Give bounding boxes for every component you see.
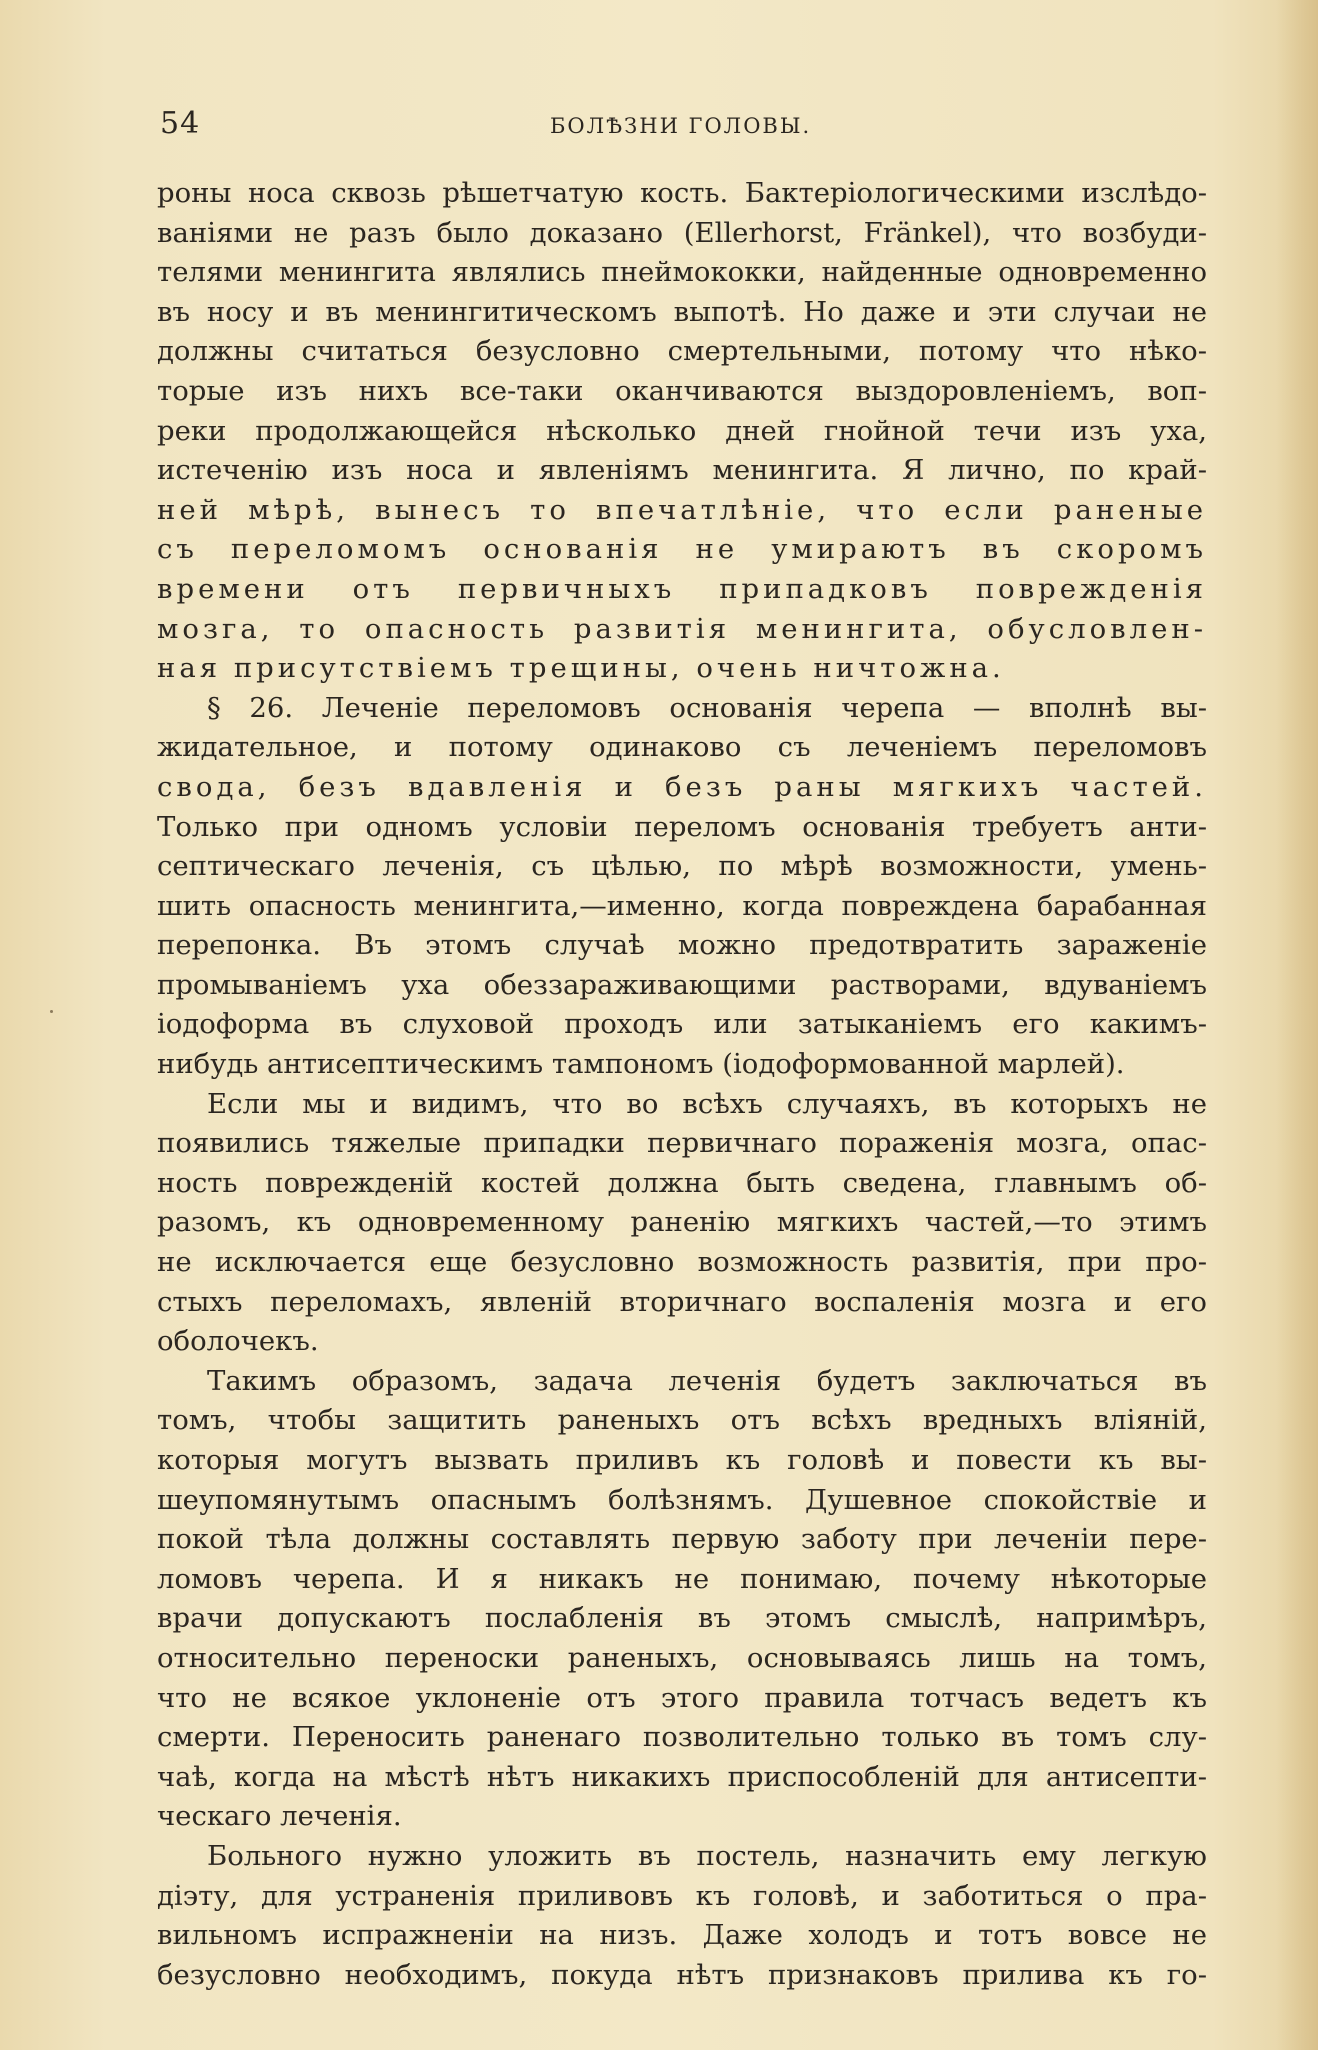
text-line: которыя могутъ вызвать приливъ къ головѣ и повести къ вы- [157, 1444, 1207, 1476]
text-line: перепонка. Въ этомъ случаѣ можно предотвратить зараженіе [157, 929, 1207, 962]
text-line: томъ, чтобы защитить раненыхъ отъ всѣхъ вредныхъ вліяній, [157, 1404, 1207, 1437]
text-line: ломовъ черепа. И я никакъ не понимаю, почему нѣкоторые [157, 1562, 1207, 1595]
text-line: ная присутствіемъ трещины, очень ничтожна. [157, 652, 1005, 685]
text-line: ваніями не разъ было доказано (Ellerhorst, Fränkel), что возбуди- [157, 216, 1207, 249]
text-line: діэту, для устраненія приливовъ къ головѣ, и заботиться о пра- [157, 1879, 1207, 1912]
text-line: мозга, то опасность развитія менингита, обусловлен- [157, 612, 1207, 645]
text-line: въ носу и въ менингитическомъ выпотѣ. Но даже и эти случаи не [157, 295, 1207, 328]
text-line: телями менингита являлись пнеймококки, найденные одновременно [157, 256, 1207, 289]
text-line: промываніемъ уха обеззараживающими растворами, вдуваніемъ [157, 968, 1207, 1001]
text-line: Если мы и видимъ, что во всѣхъ случаяхъ, въ которыхъ не [207, 1087, 1207, 1120]
text-line: роны носа сквозь рѣшетчатую кость. Бактеріологическими изслѣдо- [157, 177, 1207, 209]
text-line: стыхъ переломахъ, явленій вторичнаго воспаленія мозга и его [157, 1285, 1207, 1318]
text-line: Больного нужно уложить въ постель, назначить ему легкую [207, 1839, 1207, 1872]
text-line: нибудь антисептическимъ тампономъ (іодоформованной марлей). [157, 1048, 1125, 1081]
text-line: времени отъ первичныхъ припадковъ поврежденія [157, 572, 1207, 605]
page-header [160, 106, 1160, 146]
text-line: вильномъ испражненіи на низъ. Даже холодъ и тотъ вовсе не [157, 1919, 1207, 1952]
text-line: ческаго леченія. [157, 1800, 402, 1833]
text-line: врачи допускаютъ послабленія въ этомъ смыслѣ, напримѣръ, [157, 1602, 1207, 1635]
page-edge-shadow [1276, 0, 1318, 2050]
text-line: торые изъ нихъ все-таки оканчиваются выздоровленіемъ, воп- [157, 374, 1207, 407]
body-text [157, 174, 1207, 1995]
text-line: шеупомянутымъ опаснымъ болѣзнямъ. Душевное спокойствіе и [157, 1483, 1207, 1516]
text-line: съ переломомъ основанія не умираютъ въ скоромъ [157, 533, 1207, 566]
text-line: Только при одномъ условіи переломъ основанія требуетъ анти- [157, 810, 1207, 843]
text-line: шить опасность менингита,—именно, когда повреждена барабанная [157, 889, 1207, 922]
text-line: жидательное, и потому одинаково съ леченіемъ переломовъ [157, 731, 1207, 764]
text-line: чаѣ, когда на мѣстѣ нѣтъ никакихъ приспособленій для антисепти- [157, 1760, 1207, 1793]
page-speck [50, 1010, 53, 1013]
text-line: септическаго леченія, съ цѣлью, по мѣрѣ возможности, умень- [157, 850, 1207, 883]
running-title: БОЛѢЗНИ ГОЛОВЫ. [550, 114, 812, 138]
text-line: не исключается еще безусловно возможность развитія, при про- [157, 1246, 1207, 1279]
page-number: 54 [160, 106, 201, 141]
text-line: свода, безъ вдавленія и безъ раны мягкихъ частей. [157, 770, 1207, 803]
text-line: истеченію изъ носа и явленіямъ менингита. Я лично, по край- [157, 454, 1207, 487]
text-line: ность поврежденій костей должна быть сведена, главнымъ об- [157, 1166, 1207, 1199]
text-line: § 26. Леченіе переломовъ основанія черепа — вполнѣ вы- [207, 691, 1207, 724]
text-line: относительно переноски раненыхъ, основываясь лишь на томъ, [157, 1641, 1207, 1674]
text-line: покой тѣла должны составлять первую заботу при леченіи пере- [157, 1523, 1207, 1556]
text-line: ней мѣрѣ, вынесъ то впечатлѣніе, что если раненые [157, 493, 1207, 526]
text-line: безусловно необходимъ, покуда нѣтъ признаковъ прилива къ го- [157, 1958, 1207, 1991]
text-line: оболочекъ. [157, 1325, 319, 1358]
text-line: должны считаться безусловно смертельными, потому что нѣко- [157, 335, 1207, 368]
text-line: реки продолжающейся нѣсколько дней гнойной течи изъ уха, [157, 414, 1207, 447]
text-line: смерти. Переносить раненаго позволительно только въ томъ слу- [157, 1721, 1207, 1754]
text-line: что не всякое уклоненіе отъ этого правила тотчасъ ведетъ къ [157, 1681, 1207, 1714]
text-line: іодоформа въ слуховой проходъ или затыканіемъ его какимъ- [157, 1008, 1207, 1041]
text-line: появились тяжелые припадки первичнаго пораженія мозга, опас- [157, 1127, 1207, 1160]
text-line: Такимъ образомъ, задача леченія будетъ заключаться въ [207, 1364, 1207, 1397]
text-line: разомъ, къ одновременному раненію мягкихъ частей,—то этимъ [157, 1206, 1207, 1239]
